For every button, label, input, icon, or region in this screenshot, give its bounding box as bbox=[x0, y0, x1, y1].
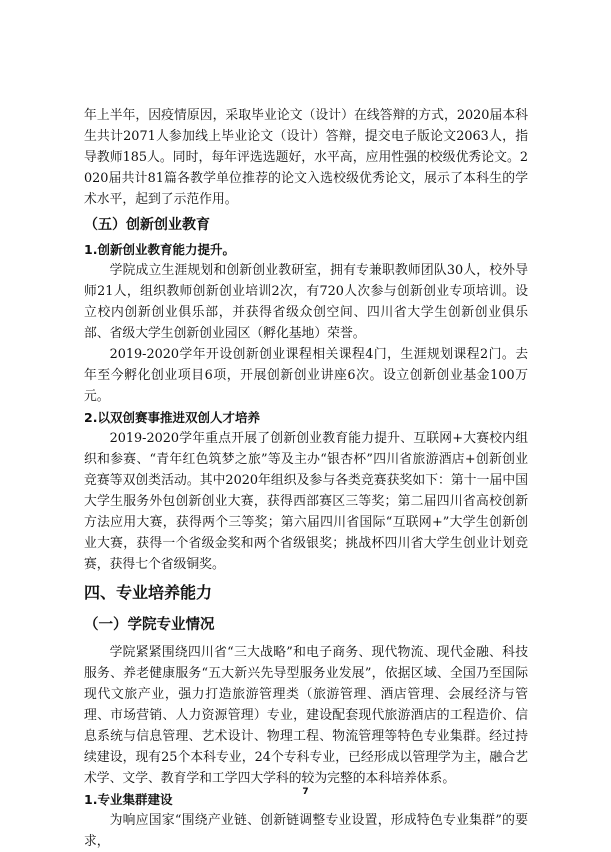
intro-paragraph: 年上半年，因疫情原因，采取毕业论文（设计）在线答辩的方式，2020届本科生共计2071人参加线上毕业论文（设计）答辩，提交电子版论文2063人，指导教师185人。同时，每年评选选题好，水平高，应用性强的校级优秀论文。2020届共计81篇各教学单位推荐的论文入选校级优秀论文，展示了本科生的学术水平，起到了示范作用。 bbox=[84, 108, 528, 207]
section-heading-innovation: （五）创新创业教育 bbox=[84, 217, 210, 233]
page-number: 7 bbox=[302, 787, 309, 797]
majors-paragraph: 学院紧紧围绕四川省“三大战略”和电子商务、现代物流、现代金融、科技服务、养老健康服务“五大新兴先导型服务业发展”，依据区域、全国乃至国际现代文旅产业，强力打造旅游管理类（旅游管理、酒店管理、会展经济与管理、市场营销、人力资源管理）专业，建设配套现代旅游酒店的工程造价、信息系统与信息管理、艺术设计、物理工程、物流管理等特色专业集群。经过持续建设，现有25个本科专业，24个专科专业，已经形成以管理学为主，融合艺术学、文学、教育学和工学四大学科的较为完整的本科培养体系。 bbox=[84, 645, 528, 786]
subsection-heading-capability: 1.创新创业教育能力提升。 bbox=[84, 242, 235, 257]
section-heading-majors: （一）学院专业情况 bbox=[84, 617, 215, 633]
capability-paragraph-2: 2019-2020学年开设创新创业课程相关课程4门，生涯规划课程2门。去年至今孵化创业项目6项，开展创新创业讲座6次。设立创新创业基金100万元。 bbox=[84, 347, 528, 404]
page-content bbox=[84, 105, 528, 852]
subsection-heading-competitions: 2.以双创赛事推进双创人才培养 bbox=[84, 410, 260, 425]
subsection-heading-clusters: 1.专业集群建设 bbox=[84, 792, 173, 807]
capability-paragraph-1: 学院成立生涯规划和创新创业教研室，拥有专兼职教师团队30人，校外导师21人，组织教师创新创业培训2次，有720人次参与创新创业专项培训。设立校内创新创业俱乐部，并获得省级众创空间、四川省大学生创新创业俱乐部、省级大学生创新创业园区（孵化基地）荣誉。 bbox=[84, 263, 528, 341]
clusters-paragraph: 为响应国家“围绕产业链、创新链调整专业设置，形成特色专业集群”的要求， bbox=[84, 813, 528, 849]
competitions-paragraph: 2019-2020学年重点开展了创新创业教育能力提升、互联网+大赛校内组织和参赛、“青年红色筑梦之旅”等及主办“银杏杯”四川省旅游酒店+创新创业竞赛等双创类活动。其中2020年组织及参与各类竞赛获奖如下：第十一届中国大学生服务外包创新创业大赛，获得西部赛区三等奖；第二届四川省高校创新方法应用大赛，获得两个三等奖；第六届四川省国际“互联网+”大学生创新创业大赛，获得一个省级金奖和两个省级银奖；挑战杯四川省大学生创业计划竞赛，获得七个省级铜奖。 bbox=[84, 431, 528, 572]
chapter-heading: 四、专业培养能力 bbox=[84, 583, 213, 602]
